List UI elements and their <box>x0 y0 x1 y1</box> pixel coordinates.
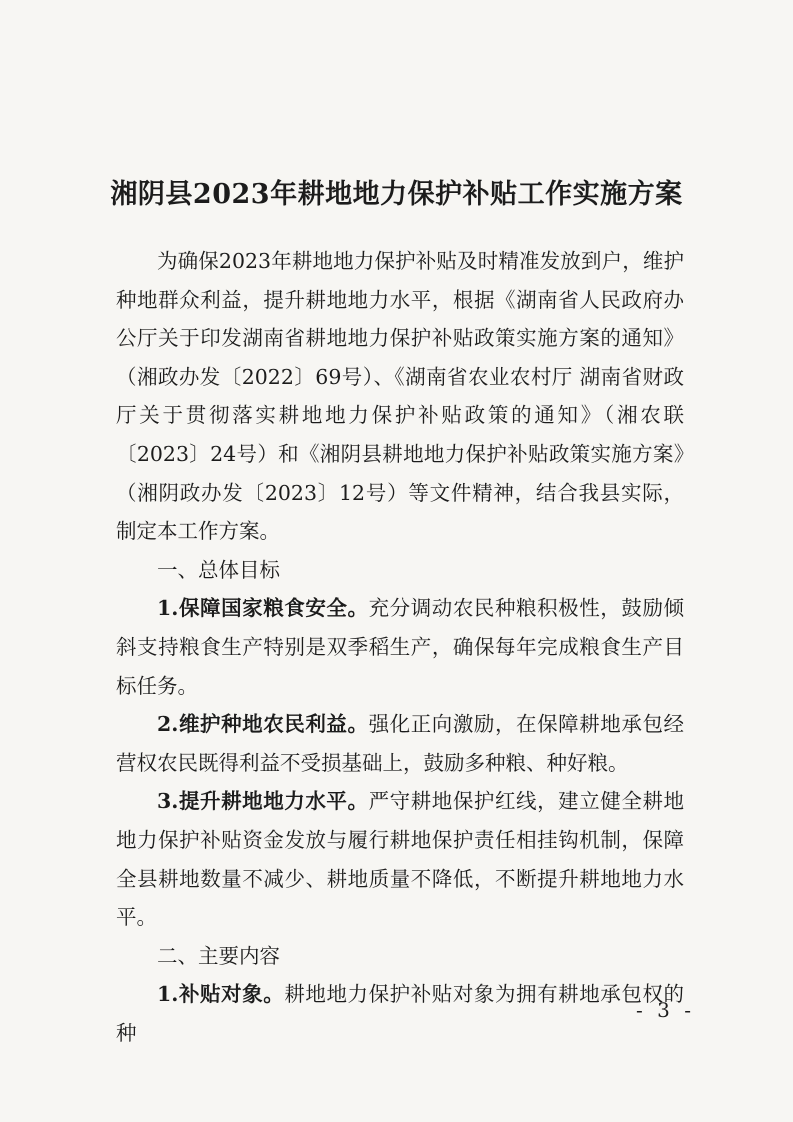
document-body <box>116 242 684 1052</box>
goal-item-1-text: 充分调动农民种粮积极性，鼓励倾斜支持粮食生产特别是双季稻生产，确保每年完成粮食生产目标任务。 <box>116 596 685 698</box>
goal-item-3-label: 3.提升耕地地力水平。 <box>157 789 369 814</box>
goal-item-3-text: 严守耕地保护红线，建立健全耕地地力保护补贴资金发放与履行耕地保护责任相挂钩机制，保障全县耕地数量不减少、耕地质量不降低，不断提升耕地地力水平。 <box>116 789 685 930</box>
goal-item-1-label: 1.保障国家粮食安全。 <box>157 596 369 621</box>
document-title: 湘阴县2023年耕地地力保护补贴工作实施方案 <box>110 179 683 210</box>
section-2-heading: 二、主要内容 <box>157 943 280 968</box>
goal-item-2 <box>116 705 684 782</box>
content-item-1-label: 1.补贴对象。 <box>157 982 285 1007</box>
content-item-1-text: 耕地地力保护补贴对象为拥有耕地承包权的种 <box>116 982 685 1045</box>
goal-item-3 <box>116 782 684 936</box>
section-1-heading: 一、总体目标 <box>157 557 280 582</box>
intro-paragraph: 为确保2023年耕地地力保护补贴及时精准发放到户，维护种地群众利益，提升耕地地力水平，根据《湖南省人民政府办公厅关于印发湖南省耕地地力保护补贴政策实施方案的通知》（湘政办发〔2022〕69号）、《湖南省农业农村厅 湖南省财政厅关于贯彻落实耕地地力保护补贴政策的通知》（湘农联〔2023〕24号）和《湘阴县耕地地力保护补贴政策实施方案》（湘阴政办发〔2023〕12号）等文件精神，结合我县实际，制定本工作方案。 <box>116 249 684 544</box>
goal-item-1 <box>116 589 684 705</box>
page-number: - 3 - <box>636 998 695 1022</box>
content-item-1 <box>116 975 684 1052</box>
goal-item-2-text: 强化正向激励，在保障耕地承包经营权农民既得利益不受损基础上，鼓励多种粮、种好粮。 <box>116 712 685 775</box>
goal-item-2-label: 2.维护种地农民利益。 <box>157 712 369 737</box>
